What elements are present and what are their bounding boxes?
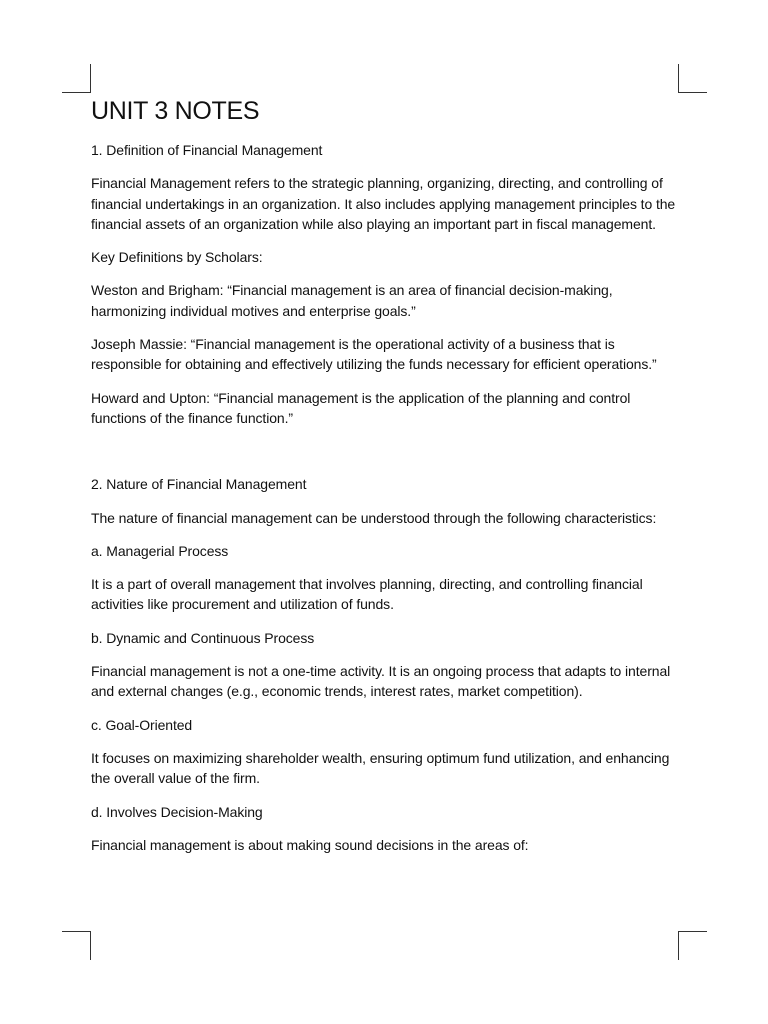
crop-mark-bottom-left xyxy=(62,931,91,960)
crop-mark-top-left xyxy=(62,64,91,93)
goal-oriented-paragraph: It focuses on maximizing shareholder wealth, ensuring optimum fund utilization, and enhancing the overall value of the firm. xyxy=(91,749,670,787)
definition-joseph-massie: Joseph Massie: “Financial management is the operational activity of a business that is responsible for obtaining and effectively utilizing the funds necessary for efficient operations.” xyxy=(91,336,657,373)
managerial-process-paragraph: It is a part of overall management that involves planning, directing, and controlling financial activities like procurement and utilization of funds. xyxy=(91,576,643,613)
nature-intro-paragraph: The nature of financial management can be understood through the following characteristics: xyxy=(91,509,657,526)
document-title: UNIT 3 NOTES xyxy=(91,97,260,125)
section-heading-nature: 2. Nature of Financial Management xyxy=(91,476,307,493)
subheading-dynamic-process: b. Dynamic and Continuous Process xyxy=(91,629,315,646)
definition-weston-brigham: Weston and Brigham: “Financial management is an area of financial decision-making, harmonizing individual motives and enterprise goals.” xyxy=(91,282,613,319)
decision-making-paragraph: Financial management is about making sound decisions in the areas of: xyxy=(91,836,529,853)
section-heading-definition: 1. Definition of Financial Management xyxy=(91,142,323,158)
document-page xyxy=(91,95,679,855)
scholars-heading: Key Definitions by Scholars: xyxy=(91,249,263,266)
crop-mark-bottom-right xyxy=(678,931,707,960)
dynamic-process-paragraph: Financial management is not a one-time activity. It is an ongoing process that adapts to internal and external changes (e.g., economic trends, interest rates, market competition). xyxy=(91,663,671,700)
subheading-decision-making: d. Involves Decision-Making xyxy=(91,803,263,820)
crop-mark-top-right xyxy=(678,64,707,93)
subheading-managerial-process: a. Managerial Process xyxy=(91,542,229,559)
definition-paragraph: Financial Management refers to the strategic planning, organizing, directing, and controlling of financial undertakings in an organization. It also includes applying management principles to the financial assets of an organization while also playing an important part in fiscal management. xyxy=(91,175,676,232)
subheading-goal-oriented: c. Goal-Oriented xyxy=(91,716,193,733)
definition-howard-upton: Howard and Upton: “Financial management is the application of the planning and control functions of the finance function.” xyxy=(91,389,631,426)
